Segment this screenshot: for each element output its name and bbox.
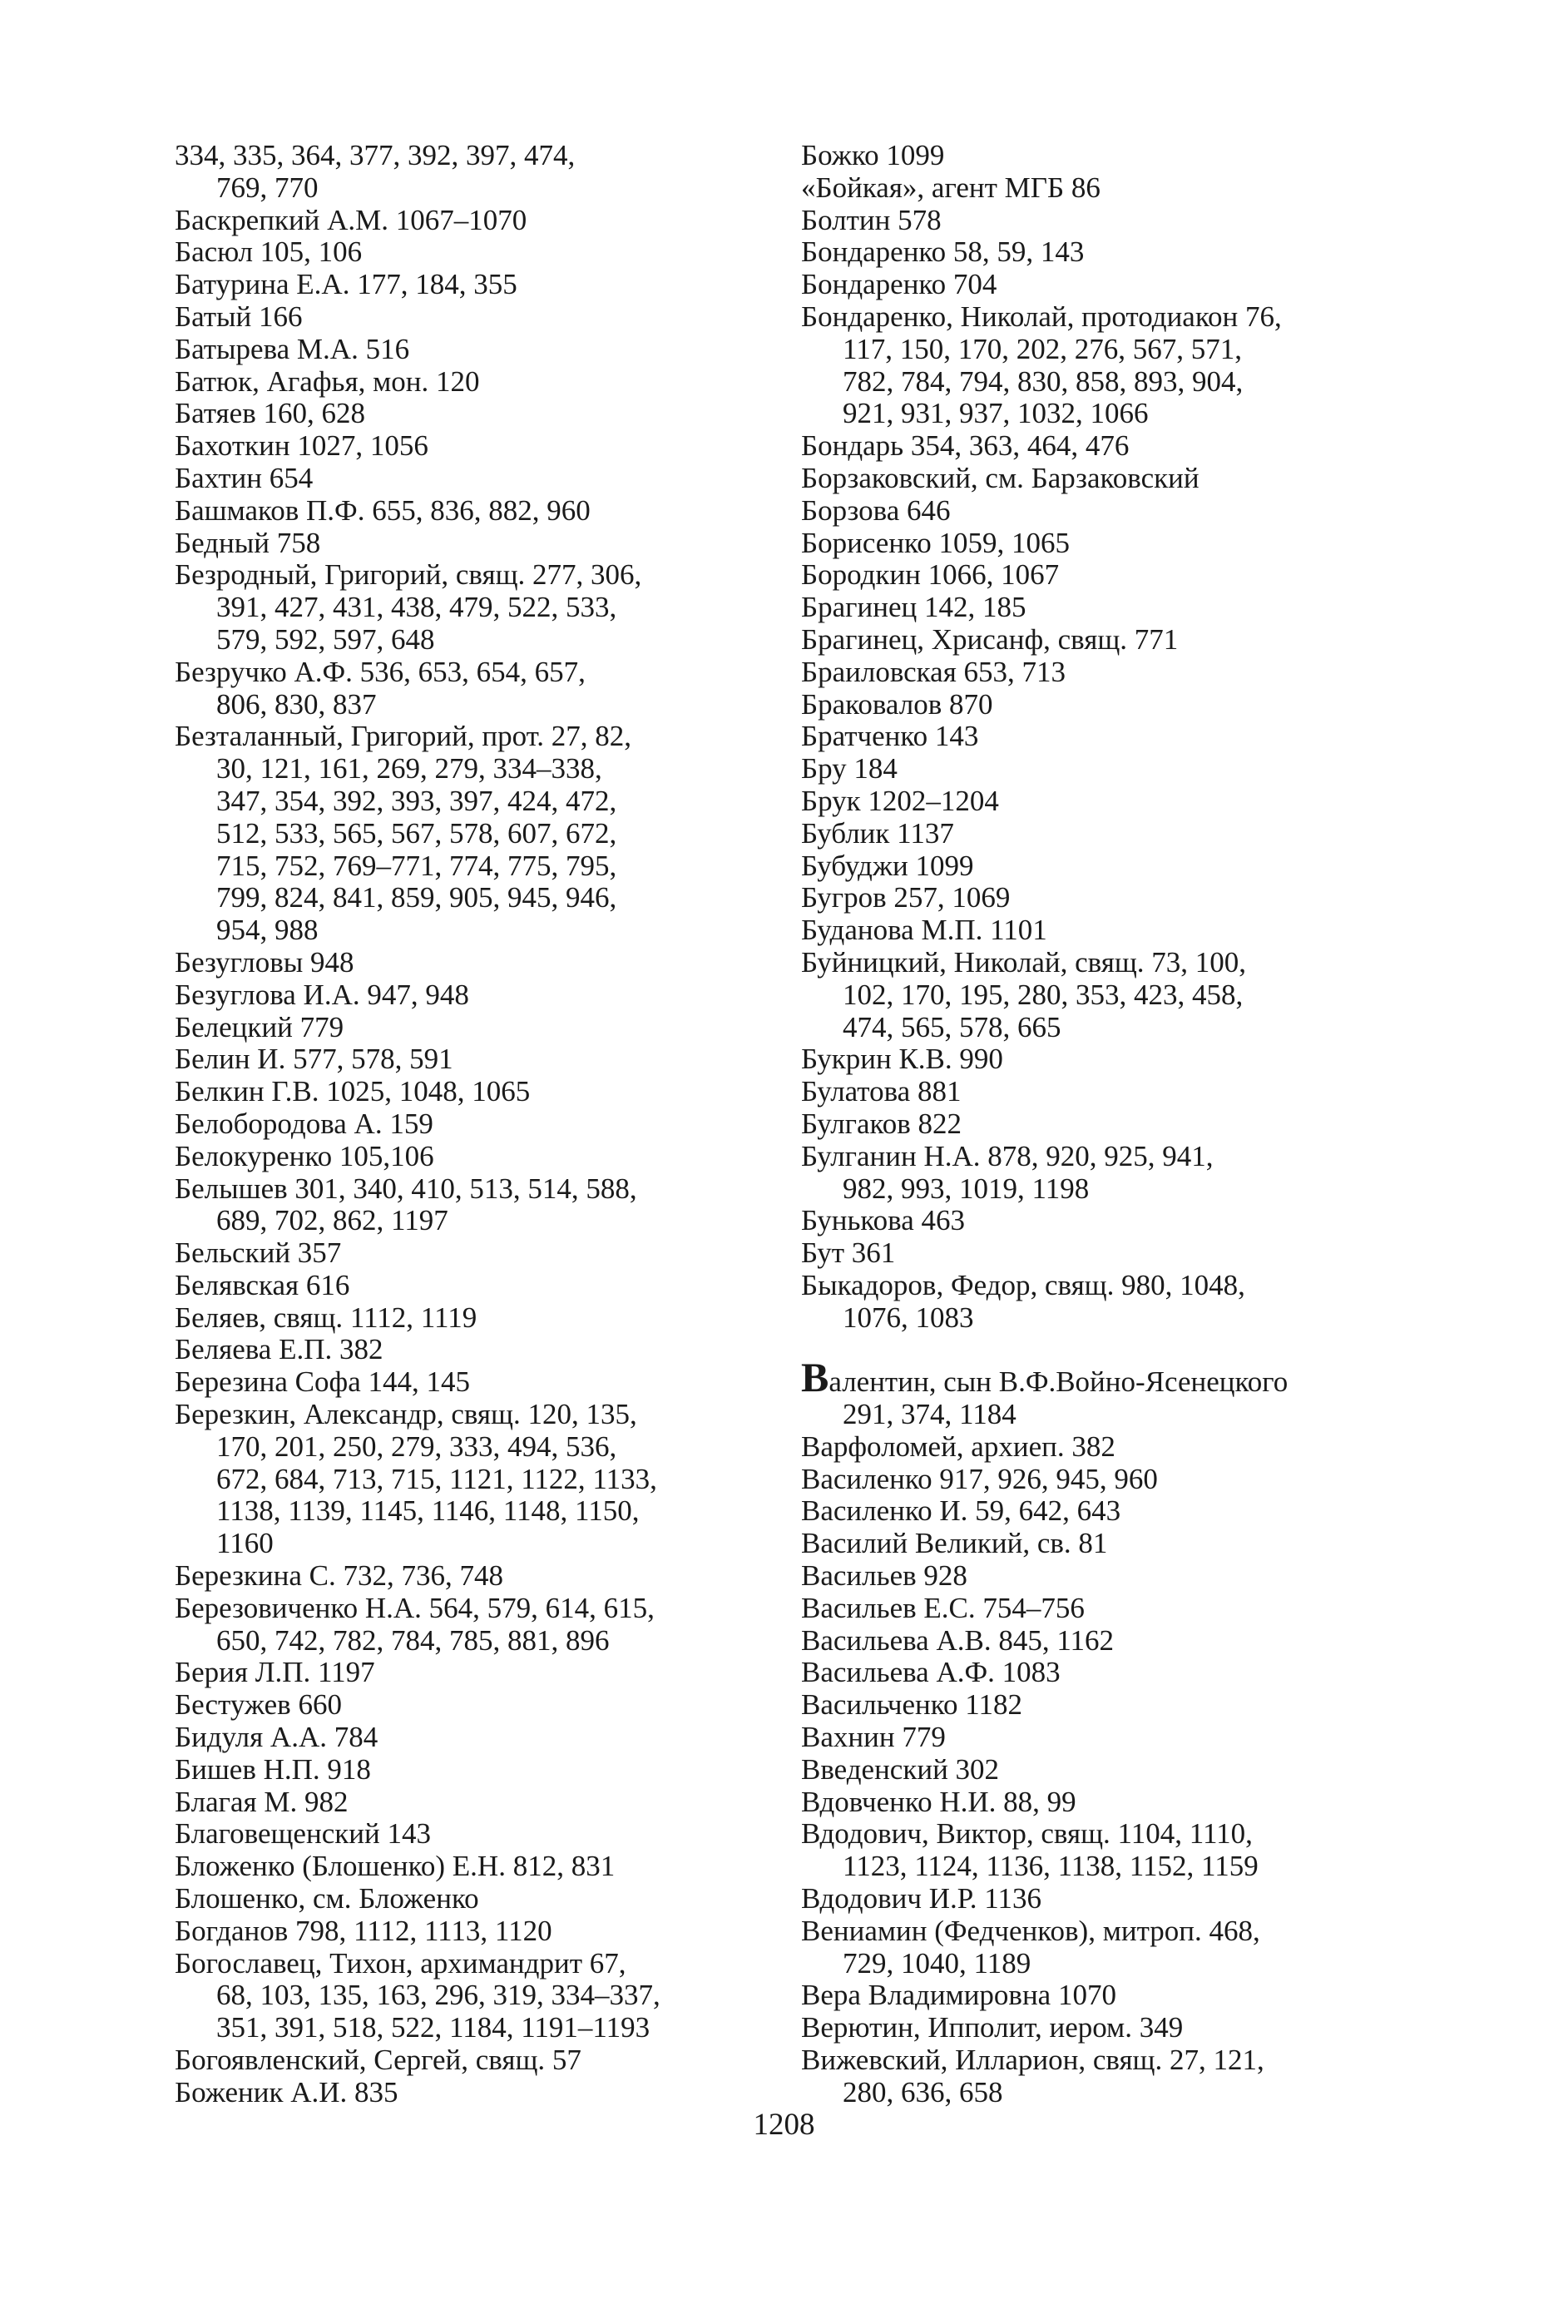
- index-entry-line: 512, 533, 565, 567, 578, 607, 672,: [216, 816, 617, 850]
- index-entry: [175, 1108, 774, 1141]
- index-entry-line: 1076, 1083: [843, 1301, 974, 1334]
- index-entry: [801, 1528, 1400, 1560]
- index-entry: [175, 528, 774, 560]
- index-entry-line: 391, 427, 431, 438, 479, 522, 533,: [216, 591, 617, 624]
- index-entry-line: 102, 170, 195, 280, 353, 423, 458,: [843, 978, 1244, 1011]
- index-entry: [175, 1883, 774, 1915]
- index-entry: [175, 1818, 774, 1851]
- index-entry-line: 650, 742, 782, 784, 785, 881, 896: [216, 1623, 610, 1657]
- index-entry: [801, 1980, 1400, 2012]
- index-entry-line: Бишев Н.П. 918: [175, 1752, 371, 1786]
- index-entry-line: Безручко А.Ф. 536, 653, 654, 657,: [175, 655, 586, 688]
- index-entry-line: Бестужев 660: [175, 1688, 342, 1722]
- index-entry-line: Бидуля А.А. 784: [175, 1721, 378, 1754]
- index-entry: [175, 1786, 774, 1819]
- index-entry-line: Василий Великий, св. 81: [801, 1527, 1108, 1560]
- index-entry-line: 351, 391, 518, 522, 1184, 1191–1193: [216, 2011, 650, 2044]
- index-entry-line: Васильев 928: [801, 1559, 967, 1593]
- index-entry-line: Булатова 881: [801, 1075, 962, 1108]
- index-entry-line: 799, 824, 841, 859, 905, 945, 946,: [216, 881, 617, 914]
- index-entry: [801, 624, 1400, 657]
- index-entry: [801, 1495, 1400, 1528]
- index-entry-line: Белобородова А. 159: [175, 1107, 433, 1140]
- index-entry: [175, 398, 774, 430]
- index-entry-line: Васильев Е.С. 754–756: [801, 1591, 1085, 1624]
- index-entry: [801, 140, 1400, 172]
- index-entry-line: Бондарь 354, 363, 464, 476: [801, 429, 1130, 463]
- index-entry: [801, 592, 1400, 624]
- index-entry-line: Боженик А.И. 835: [175, 2075, 398, 2108]
- section-initial-letter: В: [801, 1354, 829, 1401]
- index-entry: [801, 785, 1400, 818]
- index-entry-line: Булганин Н.А. 878, 920, 925, 941,: [801, 1139, 1214, 1172]
- index-entry: [175, 2044, 774, 2077]
- index-entry-line: Богданов 798, 1112, 1113, 1120: [175, 1914, 552, 1947]
- index-entry-line: Башмаков П.Ф. 655, 836, 882, 960: [175, 493, 591, 527]
- index-entry-line: Бедный 758: [175, 526, 321, 559]
- index-entry: [175, 301, 774, 334]
- index-entry: [801, 1722, 1400, 1754]
- index-entry-line: Березина Софа 144, 145: [175, 1365, 470, 1399]
- index-entry-line: Бунькова 463: [801, 1204, 965, 1237]
- index-entry: [801, 1593, 1400, 1625]
- index-entry-line: Берия Л.П. 1197: [175, 1656, 375, 1689]
- index-entry: [801, 559, 1400, 592]
- index-entry-line: Батурина Е.А. 177, 184, 355: [175, 268, 517, 301]
- index-entry-line: 689, 702, 862, 1197: [216, 1204, 448, 1237]
- index-entry-line: 30, 121, 161, 269, 279, 334–338,: [216, 752, 602, 785]
- index-entry-line: Белявская 616: [175, 1268, 350, 1301]
- index-entry-line: 982, 993, 1019, 1198: [843, 1172, 1090, 1205]
- index-entry: [801, 882, 1400, 914]
- index-entry: [801, 1689, 1400, 1722]
- index-entry-line: Вера Владимировна 1070: [801, 1979, 1116, 2012]
- index-entry-line: Бондаренко 58, 59, 143: [801, 235, 1085, 269]
- index-entry-line: Буйницкий, Николай, свящ. 73, 100,: [801, 945, 1247, 979]
- index-entry: [801, 947, 1400, 1043]
- index-entry: [801, 1883, 1400, 1915]
- index-entry-line: Болтин 578: [801, 203, 942, 236]
- index-entry-line: Батый 166: [175, 300, 303, 333]
- index-entry-line: 715, 752, 769–771, 774, 775, 795,: [216, 849, 617, 882]
- index-entry-line: 334, 335, 364, 377, 392, 397, 474,: [175, 139, 576, 171]
- index-entry: [801, 1818, 1400, 1883]
- index-entry-line: Белокуренко 105,106: [175, 1139, 434, 1172]
- index-entry-line: Безугловы 948: [175, 945, 354, 979]
- index-entry: [801, 753, 1400, 785]
- index-entry: [175, 334, 774, 366]
- index-entry-line: Вдодович И.Р. 1136: [801, 1882, 1042, 1915]
- index-entry: [175, 1173, 774, 1238]
- index-entry: [801, 495, 1400, 528]
- index-entry-line: Бугров 257, 1069: [801, 881, 1011, 914]
- index-entry: [175, 1851, 774, 1883]
- index-entry-line: 769, 770: [216, 171, 319, 204]
- index-entry-line: Васильева А.В. 845, 1162: [801, 1623, 1115, 1657]
- index-entry-line: Борзова 646: [801, 493, 951, 527]
- index-entry-line: 1138, 1139, 1145, 1146, 1148, 1150,: [216, 1494, 640, 1528]
- index-entry: [801, 1354, 1400, 1431]
- index-entry: [175, 495, 774, 528]
- index-entry-line: Вениамин (Федченков), митроп. 468,: [801, 1914, 1260, 1947]
- index-entry-line: Борзаковский, см. Барзаковский: [801, 461, 1199, 494]
- index-entry-line: Брагинец 142, 185: [801, 591, 1026, 624]
- index-entry-line: Браковалов 870: [801, 687, 993, 721]
- index-entry-line: 68, 103, 135, 163, 296, 319, 334–337,: [216, 1979, 660, 2012]
- index-entry-line: Басюл 105, 106: [175, 235, 363, 269]
- index-entry-line: Булгаков 822: [801, 1107, 962, 1140]
- index-entry-line: Баскрепкий А.М. 1067–1070: [175, 203, 527, 236]
- index-entry-line: Бондаренко 704: [801, 268, 997, 301]
- index-entry-line: Букрин К.В. 990: [801, 1043, 1003, 1076]
- index-entry-line: Белецкий 779: [175, 1010, 344, 1043]
- index-entry-line: Безродный, Григорий, свящ. 277, 306,: [175, 558, 642, 592]
- index-entry: [175, 979, 774, 1012]
- index-entry-line: Березкина С. 732, 736, 748: [175, 1559, 504, 1593]
- index-entry-line: Безуглова И.А. 947, 948: [175, 978, 469, 1011]
- index-entry-line: алентин, сын В.Ф.Войно-Ясенецкого: [829, 1365, 1289, 1399]
- index-entry-line: Бахтин 654: [175, 461, 314, 494]
- page-number: 1208: [753, 2108, 815, 2142]
- index-entry: [175, 1141, 774, 1173]
- index-entry-line: 291, 374, 1184: [843, 1398, 1016, 1431]
- index-entry-line: Бондаренко, Николай, протодиакон 76,: [801, 300, 1282, 333]
- index-entry-line: Божко 1099: [801, 139, 945, 171]
- index-entry-line: Васильченко 1182: [801, 1688, 1022, 1722]
- index-entry-line: 1123, 1124, 1136, 1138, 1152, 1159: [843, 1850, 1259, 1883]
- index-entry: [801, 1560, 1400, 1593]
- index-entry-line: Вдодович, Виктор, свящ. 1104, 1110,: [801, 1817, 1253, 1851]
- index-entry: [801, 721, 1400, 753]
- index-entry: [801, 463, 1400, 495]
- index-entry: [801, 1754, 1400, 1786]
- index-entry: [801, 1043, 1400, 1076]
- index-entry: [801, 1786, 1400, 1819]
- index-entry-line: Вдовченко Н.И. 88, 99: [801, 1785, 1076, 1818]
- index-entry-line: Бру 184: [801, 752, 898, 785]
- index-entry-line: 117, 150, 170, 202, 276, 567, 571,: [843, 332, 1242, 365]
- index-entry-line: Богоявленский, Сергей, свящ. 57: [175, 2044, 581, 2077]
- index-entry: [801, 689, 1400, 721]
- index-entry-line: Васильева А.Ф. 1083: [801, 1656, 1061, 1689]
- index-entry: [175, 1657, 774, 1689]
- index-entry-line: Безталанный, Григорий, прот. 27, 82,: [175, 720, 632, 753]
- index-entry: [175, 1593, 774, 1658]
- index-entry: [801, 1141, 1400, 1206]
- index-entry-line: Бахоткин 1027, 1056: [175, 429, 428, 463]
- index-entry: [175, 269, 774, 301]
- index-entry: [801, 2012, 1400, 2044]
- index-entry-line: 729, 1040, 1189: [843, 1946, 1031, 1980]
- index-column-right: [801, 140, 1400, 2109]
- index-entry: [801, 1076, 1400, 1108]
- index-entry: [801, 1237, 1400, 1270]
- index-entry-line: 782, 784, 794, 830, 858, 893, 904,: [843, 364, 1244, 398]
- index-entry-line: 579, 592, 597, 648: [216, 622, 435, 656]
- index-entry: [175, 430, 774, 463]
- index-entry-line: Вахнин 779: [801, 1721, 946, 1754]
- index-entry-line: Батюк, Агафья, мон. 120: [175, 364, 480, 398]
- index-entry-line: Бложенко (Блошенко) Е.Н. 812, 831: [175, 1850, 616, 1883]
- index-entry: [175, 1012, 774, 1044]
- letter-section-gap: [801, 1334, 1400, 1366]
- index-entry-line: 672, 684, 713, 715, 1121, 1122, 1133,: [216, 1462, 657, 1495]
- index-entry-line: 1160: [216, 1527, 274, 1560]
- index-entry: [175, 236, 774, 269]
- index-entry-line: «Бойкая», агент МГБ 86: [801, 171, 1101, 204]
- index-entry-line: Верютин, Ипполит, иером. 349: [801, 2011, 1184, 2044]
- index-entry: [175, 721, 774, 947]
- index-entry-line: Брагинец, Хрисанф, свящ. 771: [801, 622, 1179, 656]
- index-entry-line: 806, 830, 837: [216, 687, 377, 721]
- index-entry-line: 954, 988: [216, 914, 319, 947]
- index-entry: [175, 1334, 774, 1366]
- index-entry: [801, 1270, 1400, 1335]
- index-entry: [175, 1076, 774, 1108]
- index-entry: [801, 172, 1400, 205]
- index-entry-line: Бубуджи 1099: [801, 849, 974, 882]
- index-entry-line: 170, 201, 250, 279, 333, 494, 536,: [216, 1430, 617, 1463]
- index-entry: [801, 1657, 1400, 1689]
- index-column-left: [175, 140, 774, 2109]
- index-entry-line: Белин И. 577, 578, 591: [175, 1043, 453, 1076]
- index-entry: [175, 1270, 774, 1302]
- index-entry: [801, 430, 1400, 463]
- index-entry: [175, 559, 774, 656]
- index-entry: [175, 1948, 774, 2044]
- index-entry: [801, 205, 1400, 237]
- index-entry: [175, 1560, 774, 1593]
- index-entry: [175, 2077, 774, 2109]
- index-entry: [175, 1689, 774, 1722]
- index-entry-line: 474, 565, 578, 665: [843, 1010, 1061, 1043]
- index-entry: [801, 2044, 1400, 2109]
- index-entry: [175, 1043, 774, 1076]
- index-entry: [801, 269, 1400, 301]
- index-entry-line: Батырева М.А. 516: [175, 332, 410, 365]
- index-entry-line: Борисенко 1059, 1065: [801, 526, 1071, 559]
- index-entry: [175, 205, 774, 237]
- index-entry-line: Бельский 357: [175, 1236, 342, 1270]
- index-entry-line: 280, 636, 658: [843, 2075, 1003, 2108]
- index-entry-line: Браиловская 653, 713: [801, 655, 1066, 688]
- index-entry-line: Беляева Е.П. 382: [175, 1333, 383, 1366]
- index-entry: [175, 366, 774, 399]
- index-entry: [801, 1625, 1400, 1658]
- index-entry-line: Благая М. 982: [175, 1785, 349, 1818]
- index-entry: [801, 1205, 1400, 1237]
- index-entry: [175, 1302, 774, 1335]
- index-entry-line: Брук 1202–1204: [801, 784, 999, 817]
- index-entry: [801, 1431, 1400, 1464]
- index-entry-line: Вижевский, Илларион, свящ. 27, 121,: [801, 2044, 1264, 2077]
- index-entry-line: Белышев 301, 340, 410, 513, 514, 588,: [175, 1172, 637, 1205]
- index-entry-continuation: [175, 140, 774, 205]
- index-entry-line: Благовещенский 143: [175, 1817, 431, 1851]
- index-entry: [175, 463, 774, 495]
- index-entry-line: Василенко И. 59, 642, 643: [801, 1494, 1121, 1528]
- index-entry-line: Варфоломей, архиеп. 382: [801, 1430, 1115, 1463]
- index-entry-line: Введенский 302: [801, 1752, 1000, 1786]
- index-entry: [175, 1915, 774, 1948]
- index-entry-line: Быкадоров, Федор, свящ. 980, 1048,: [801, 1268, 1245, 1301]
- index-entry: [801, 1915, 1400, 1980]
- index-entry-line: Бут 361: [801, 1236, 896, 1270]
- index-entry-line: Буданова М.П. 1101: [801, 914, 1047, 947]
- index-entry-line: Василенко 917, 926, 945, 960: [801, 1462, 1158, 1495]
- index-entry-line: Бублик 1137: [801, 816, 954, 850]
- index-entry: [801, 657, 1400, 689]
- index-entry: [175, 1366, 774, 1399]
- index-entry-line: Березкин, Александр, свящ. 120, 135,: [175, 1398, 637, 1431]
- index-entry: [801, 914, 1400, 947]
- index-entry: [175, 1722, 774, 1754]
- index-entry-line: Белкин Г.В. 1025, 1048, 1065: [175, 1075, 531, 1108]
- index-entry: [801, 528, 1400, 560]
- index-entry-line: Беляев, свящ. 1112, 1119: [175, 1301, 477, 1334]
- index-entry: [801, 1464, 1400, 1496]
- index-entry: [175, 947, 774, 979]
- index-entry: [175, 1754, 774, 1786]
- index-entry: [801, 236, 1400, 269]
- index-entry-line: Блошенко, см. Бложенко: [175, 1882, 479, 1915]
- index-entry: [801, 301, 1400, 430]
- index-entry: [175, 657, 774, 721]
- index-entry-line: Богославец, Тихон, архимандрит 67,: [175, 1946, 626, 1980]
- index-entry-line: Братченко 143: [801, 720, 979, 753]
- index-entry: [175, 1399, 774, 1560]
- index-entry: [801, 818, 1400, 850]
- index-entry-line: Березовиченко Н.А. 564, 579, 614, 615,: [175, 1591, 655, 1624]
- index-entry: [175, 1237, 774, 1270]
- index-entry-line: Бородкин 1066, 1067: [801, 558, 1060, 592]
- index-entry: [801, 850, 1400, 883]
- index-entry-line: 347, 354, 392, 393, 397, 424, 472,: [216, 784, 617, 817]
- index-entry-line: 921, 931, 937, 1032, 1066: [843, 397, 1149, 430]
- index-entry-line: Батяев 160, 628: [175, 397, 365, 430]
- index-entry: [801, 1108, 1400, 1141]
